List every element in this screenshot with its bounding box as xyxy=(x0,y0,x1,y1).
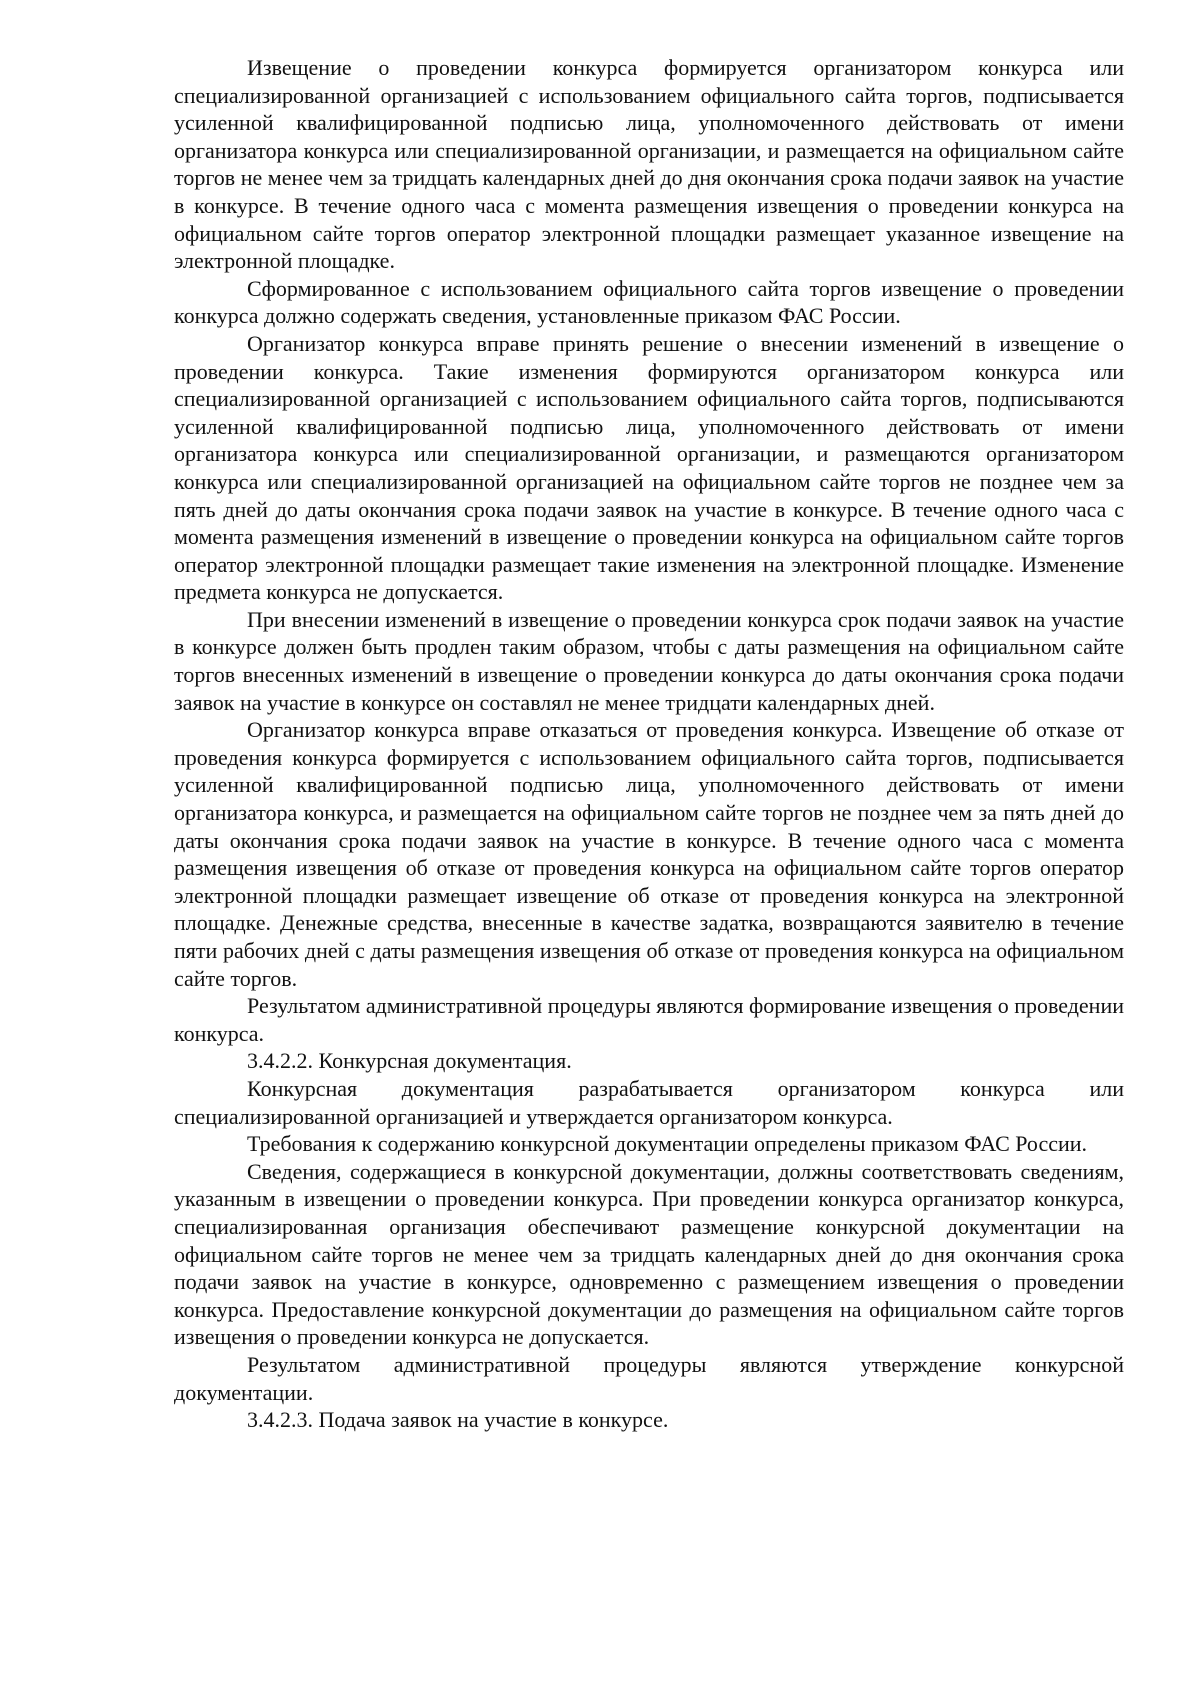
paragraph-documentation-development: Конкурсная документация разрабатывается организатором конкурса или специализированной организацией и утверждается организатором конкурса. xyxy=(174,1075,1124,1129)
document-page xyxy=(174,54,1124,1434)
section-heading-applications: 3.4.2.3. Подача заявок на участие в конкурсе. xyxy=(247,1407,669,1433)
paragraph-result-documentation: Результатом административной процедуры являются утверждение конкурсной документации. xyxy=(174,1351,1124,1405)
paragraph-result-notice: Результатом административной процедуры являются формирование извещения о проведении конкурса. xyxy=(174,993,1124,1046)
section-heading-documentation: 3.4.2.2. Конкурсная документация. xyxy=(247,1048,572,1074)
paragraph-notice-changes: Организатор конкурса вправе принять решение о внесении изменений в извещение о проведении конкурса. Такие изменения формируются организатором конкурса или специализированной организацией с использованием официального сайта торгов, подписываются усиленной квалифицированной подписью лица, уполномоченного действовать от имени организатора конкурса или специализированной организации, и размещаются организатором конкурса или специализированной организацией на официальном сайте торгов не позднее чем за пять дней до даты окончания срока подачи заявок на участие в конкурсе. В течение одного часа с момента размещения изменений в извещение о проведении конкурса на официальном сайте торгов оператор электронной площадки размещает такие изменения на электронной площадке. Изменение предмета конкурса не допускается. xyxy=(174,330,1124,605)
paragraph-cancellation: Организатор конкурса вправе отказаться от проведения конкурса. Извещение об отказе от проведения конкурса формируется с использованием официального сайта торгов, подписывается усиленной квалифицированной подписью лица, уполномоченного действовать от имени организатора конкурса, и размещается на официальном сайте торгов не позднее чем за пять дней до даты окончания срока подачи заявок на участие в конкурсе. В течение одного часа с момента размещения извещения об отказе от проведения конкурса на официальном сайте торгов оператор электронной площадки размещает извещение об отказе от проведения конкурса на электронной площадке. Денежные средства, внесенные в качестве задатка, возвращаются заявителю в течение пяти рабочих дней с даты размещения извещения об отказе от проведения конкурса на официальном сайте торгов. xyxy=(174,717,1124,991)
paragraph-documentation-requirements: Требования к содержанию конкурсной документации определены приказом ФАС России. xyxy=(247,1131,1088,1157)
paragraph-notice-content: Сформированное с использованием официального сайта торгов извещение о проведении конкурса должно содержать сведения, установленные приказом ФАС России. xyxy=(174,275,1124,329)
paragraph-notice-formation: Извещение о проведении конкурса формируется организатором конкурса или специализированной организацией с использованием официального сайта торгов, подписывается усиленной квалифицированной подписью лица, уполномоченного действовать от имени организатора конкурса или специализированной организации, и размещается на официальном сайте торгов не менее чем за тридцать календарных дней до дня окончания срока подачи заявок на участие в конкурсе. В течение одного часа с момента размещения извещения о проведении конкурса на официальном сайте торгов оператор электронной площадки размещает указанное извещение на электронной площадке. xyxy=(174,55,1124,274)
paragraph-deadline-extension: При внесении изменений в извещение о проведении конкурса срок подачи заявок на участие в конкурсе должен быть продлен таким образом, чтобы с даты размещения на официальном сайте торгов внесенных изменений в извещение о проведении конкурса до даты окончания срока подачи заявок на участие в конкурсе он составлял не менее тридцати календарных дней. xyxy=(174,606,1124,715)
paragraph-documentation-placement: Сведения, содержащиеся в конкурсной документации, должны соответствовать сведениям, указанным в извещении о проведении конкурса. При проведении конкурса организатор конкурса, специализированная организация обеспечивают размещение конкурсной документации на официальном сайте торгов не менее чем за тридцать календарных дней до дня окончания срока подачи заявок на участие в конкурсе, одновременно с размещением извещения о проведении конкурса. Предоставление конкурсной документации до размещения на официальном сайте торгов извещения о проведении конкурса не допускается. xyxy=(174,1158,1124,1350)
